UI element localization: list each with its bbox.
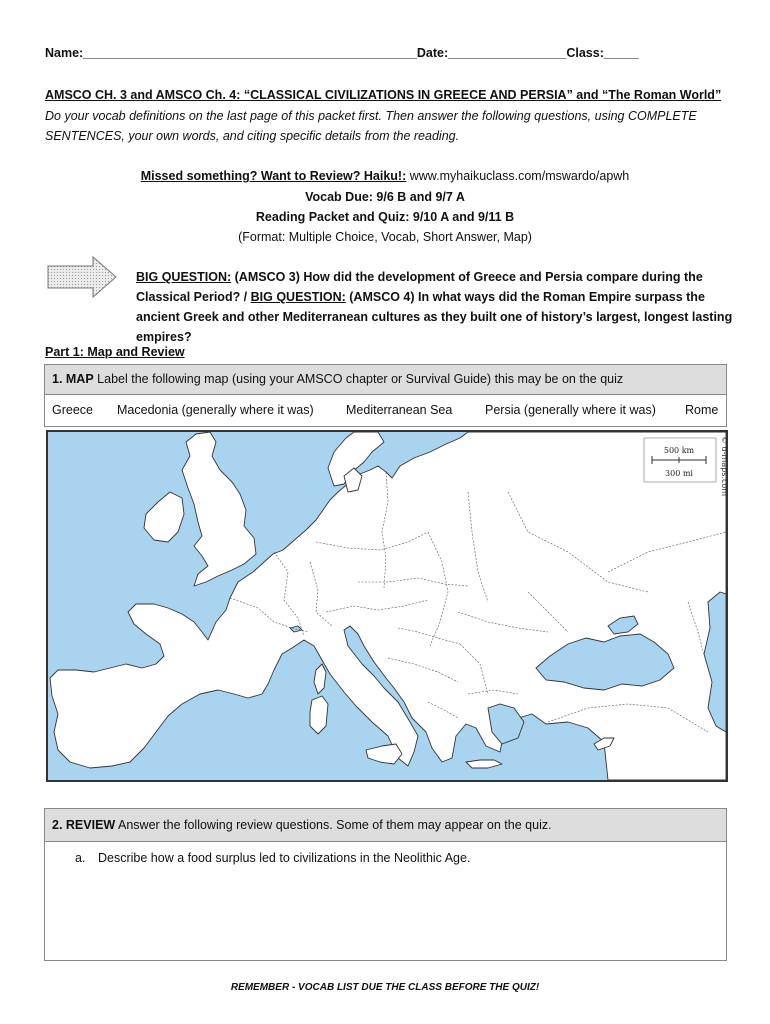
question-letter: a. [75, 851, 86, 865]
review-answer-area[interactable] [44, 841, 727, 961]
map-box-header [44, 364, 727, 395]
part1-heading: Part 1: Map and Review [45, 345, 185, 359]
header-line: Name:________________________________________________Date:_________________Class:_____ [45, 46, 639, 60]
big-question-label-1: BIG QUESTION: [136, 270, 232, 284]
europe-outline-map [46, 430, 728, 782]
map-terms-row [44, 394, 727, 427]
term-rome: Rome [685, 403, 719, 417]
big-question-text-2: (AMSCO 4) In what ways did the Roman Empire surpass the ancient Greek and other Mediterranean cultures as they built one of history’s largest, longest lasting empires? [136, 290, 733, 344]
review-link-line [45, 169, 725, 183]
scale-mi-label: 300 mi [665, 469, 693, 478]
review-box-header [44, 808, 727, 842]
question-text: Describe how a food surplus led to civilizations in the Neolithic Age. [98, 851, 471, 865]
vocab-due: Vocab Due: 9/6 B and 9/7 A [305, 190, 465, 204]
map-credit: © d-maps.com [720, 436, 729, 497]
map-box-instruction: Label the following map (using your AMSCO chapter or Survival Guide) this may be on the quiz [93, 372, 624, 386]
review-box-instruction: Answer the following review questions. Some of them may appear on the quiz. [115, 818, 552, 832]
reading-quiz-due: Reading Packet and Quiz: 9/10 A and 9/11 B [255, 210, 515, 224]
haiku-url[interactable]: www.myhaikuclass.com/mswardo/apwh [406, 169, 630, 183]
page-title: AMSCO CH. 3 and AMSCO Ch. 4: “CLASSICAL CIVILIZATIONS IN GREECE AND PERSIA” and “The Roman World” [45, 88, 722, 102]
term-mediterranean: Mediterranean Sea [346, 403, 453, 417]
scale-km-label: 500 km [663, 446, 695, 455]
missed-label: Missed something? Want to Review? Haiku!: [140, 169, 407, 183]
big-question-label-2: BIG QUESTION: [250, 290, 346, 304]
scale-bar [644, 438, 716, 482]
arrow-right-icon [47, 256, 117, 298]
instructions: Do your vocab definitions on the last page of this packet first. Then answer the following questions, using COMPLETE SENTENCES, your own words, and citing specific details from the reading. [45, 109, 697, 143]
map-box-number: 1. MAP [52, 372, 94, 386]
big-question [136, 267, 736, 347]
footer-reminder: REMEMBER - VOCAB LIST DUE THE CLASS BEFORE THE QUIZ! [230, 982, 540, 993]
term-persia: Persia (generally where it was) [485, 403, 656, 417]
review-box-number: 2. REVIEW [52, 818, 116, 832]
big-question-text-1: (AMSCO 3) How did the development of Greece and Persia compare during the Classical Period? / [136, 270, 703, 304]
term-greece: Greece [52, 403, 93, 417]
quiz-format: (Format: Multiple Choice, Vocab, Short Answer, Map) [238, 230, 532, 244]
term-macedonia: Macedonia (generally where it was) [117, 403, 314, 417]
